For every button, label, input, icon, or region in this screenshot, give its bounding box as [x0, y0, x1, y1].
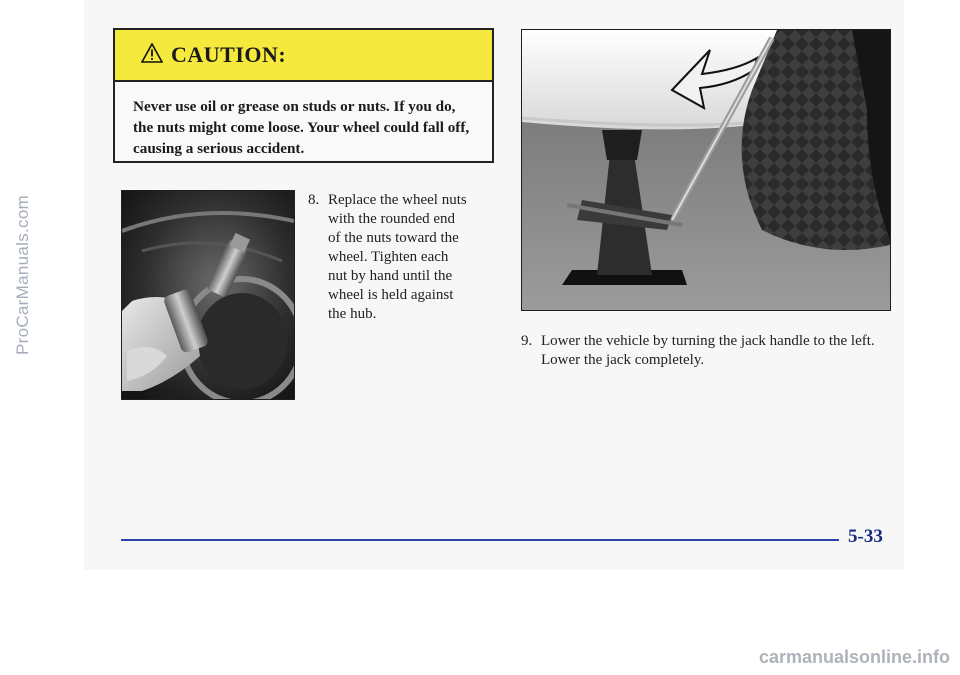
side-watermark: ProCarManuals.com [13, 194, 32, 356]
wheel-nut-photo [121, 190, 295, 400]
step-text: Lower the vehicle by turning the jack handle to the left. Lower the jack completely. [541, 333, 875, 368]
caution-title: CAUTION: [171, 42, 287, 67]
step-number: 8. [308, 192, 320, 208]
step-8 [308, 191, 468, 324]
caution-text: Never use oil or grease on studs or nuts. If you do, the nuts might come loose. Your wheel could fall off, causing a serious accident. [133, 98, 470, 157]
warning-triangle-icon [141, 43, 163, 68]
caution-header [115, 30, 492, 82]
footer-watermark: carmanualsonline.info [758, 647, 950, 667]
caution-box [113, 28, 494, 163]
step-9 [521, 332, 891, 370]
step-number: 9. [521, 333, 533, 349]
step-text: Replace the wheel nuts with the rounded end of the nuts toward the wheel. Tighten each nut by hand until the wheel is held against the hub. [328, 192, 467, 322]
jack-photo [521, 29, 891, 311]
page-number: 5-33 [848, 526, 883, 547]
footer-rule [121, 539, 839, 541]
